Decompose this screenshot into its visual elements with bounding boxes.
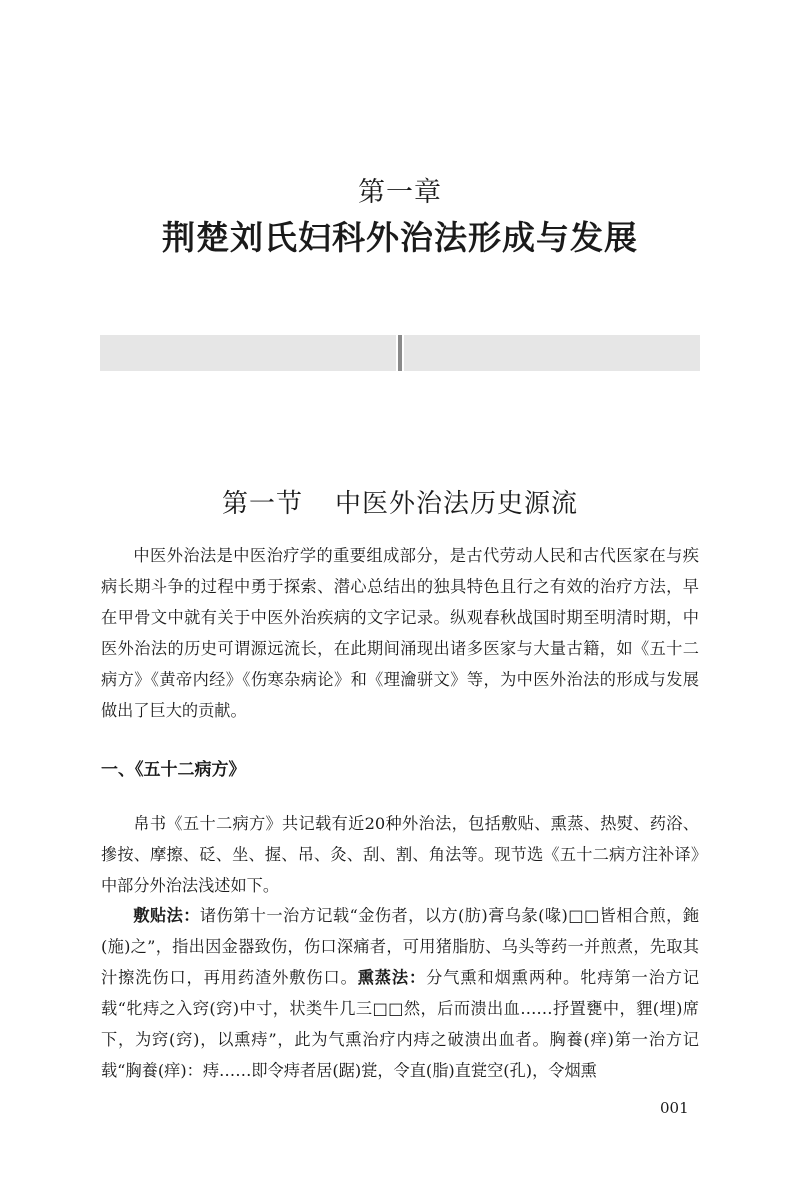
chapter-title: 荆楚刘氏妇科外治法形成与发展 xyxy=(162,218,638,257)
section-number: 第一节 xyxy=(221,489,303,519)
divider-right-segment xyxy=(404,335,700,371)
section-title xyxy=(0,483,800,520)
divider-left-segment xyxy=(100,335,396,371)
term-xunzheng: 熏蒸法： xyxy=(357,968,427,987)
methods-paragraph xyxy=(101,900,699,1086)
book-overview-paragraph: 帛书《五十二病方》共记载有近20种外治法，包括敷贴、熏蒸、热熨、药浴、摻按、摩擦、砭、坐、握、吊、灸、刮、割、角法等。现节选《五十二病方注补译》中部分外治法浅述如下。 xyxy=(101,814,699,895)
page-number: 001 xyxy=(660,1099,689,1117)
divider-center-mark xyxy=(398,335,402,371)
term-fuzhe: 敷贴法： xyxy=(133,906,200,925)
text-fuzhe: 诸伤第十一治方记载“金伤者，以方(肪)膏乌彖(喙)□□皆相合煎，鉇(施)之”，指出因金器致伤，伤口深痛者，可用猪脂肪、乌头等药一并煎煮，先取其汁擦洗伤口，再用药渣外敷伤口。 xyxy=(101,906,700,987)
chapter-divider-bar xyxy=(100,335,700,371)
chapter-label: 第一章 xyxy=(358,177,442,208)
text-xunzheng: 分气熏和烟熏两种。牝痔第一治方记载“牝痔之入窍(窍)中寸，状类牛几三□□然，后而溃出血……抒置甕中，貍(埋)席下，为窍(窍)，以熏痔”，此为气熏治疗内痔之破溃出血者。胸養(痒)第一治方记载“胸養(痒)：痔……即令痔者居(踞)瓽，令直(脂)直瓽空(孔)，令烟熏 xyxy=(101,968,700,1080)
intro-paragraph: 中医外治法是中医治疗学的重要组成部分，是古代劳动人民和古代医家在与疾病长期斗争的过程中勇于探索、潜心总结出的独具特色且行之有效的治疗方法，早在甲骨文中就有关于中医外治疾病的文字记录。纵观春秋战国时期至明清时期，中医外治法的历史可谓源远流长，在此期间涌现出诸多医家与大量古籍，如《五十二病方》《黄帝内经》《伤寒杂病论》和《理瀹骈文》等，为中医外治法的形成与发展做出了巨大的贡献。 xyxy=(101,546,699,720)
subheading-wushier-bingfang: 一、《五十二病方》 xyxy=(101,760,246,780)
section-name: 中医外治法历史源流 xyxy=(335,489,579,519)
